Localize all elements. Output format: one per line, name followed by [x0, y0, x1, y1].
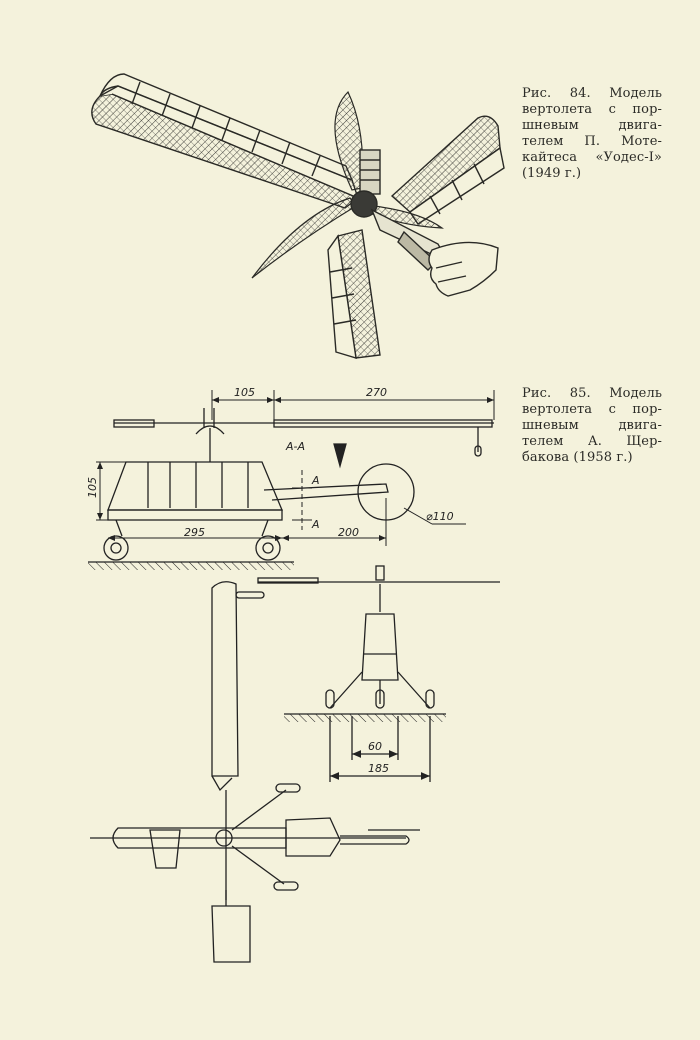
dim-tail-length: 200	[338, 526, 359, 539]
dim-rotor-blade-length: 270	[366, 386, 387, 399]
caption-line: шневым двига-	[522, 118, 662, 133]
dim-body-height: 105	[86, 477, 99, 498]
dim-body-length: 295	[184, 526, 205, 539]
dim-rotor-hub-offset: 105	[234, 386, 255, 399]
caption-line: Рис. 84. Модель	[522, 86, 662, 101]
caption-line: шневым двига-	[522, 418, 662, 433]
dim-tail-rotor-diameter: ⌀110	[426, 510, 454, 523]
caption-line: бакова (1958 г.)	[522, 450, 633, 465]
dim-section-mark-top: А	[312, 474, 320, 487]
figure-85-caption	[522, 386, 662, 466]
front-view-labels	[368, 740, 389, 775]
caption-line: телем П. Моте-	[522, 134, 662, 149]
dim-gear-track-inner: 60	[368, 740, 382, 753]
dim-gear-track-outer: 185	[368, 762, 389, 775]
caption-line: Рис. 85. Модель	[522, 386, 662, 401]
dim-section-label: А-А	[286, 440, 306, 453]
dim-section-mark-bottom: А	[312, 518, 320, 531]
caption-line: вертолета с пор-	[522, 102, 662, 117]
caption-line: кайтеса «Уодес-I»	[522, 150, 662, 165]
caption-line: (1949 г.)	[522, 166, 582, 181]
side-view	[88, 408, 494, 570]
caption-line: телем А. Щер-	[522, 434, 662, 449]
caption-line: вертолета с пор-	[522, 402, 662, 417]
